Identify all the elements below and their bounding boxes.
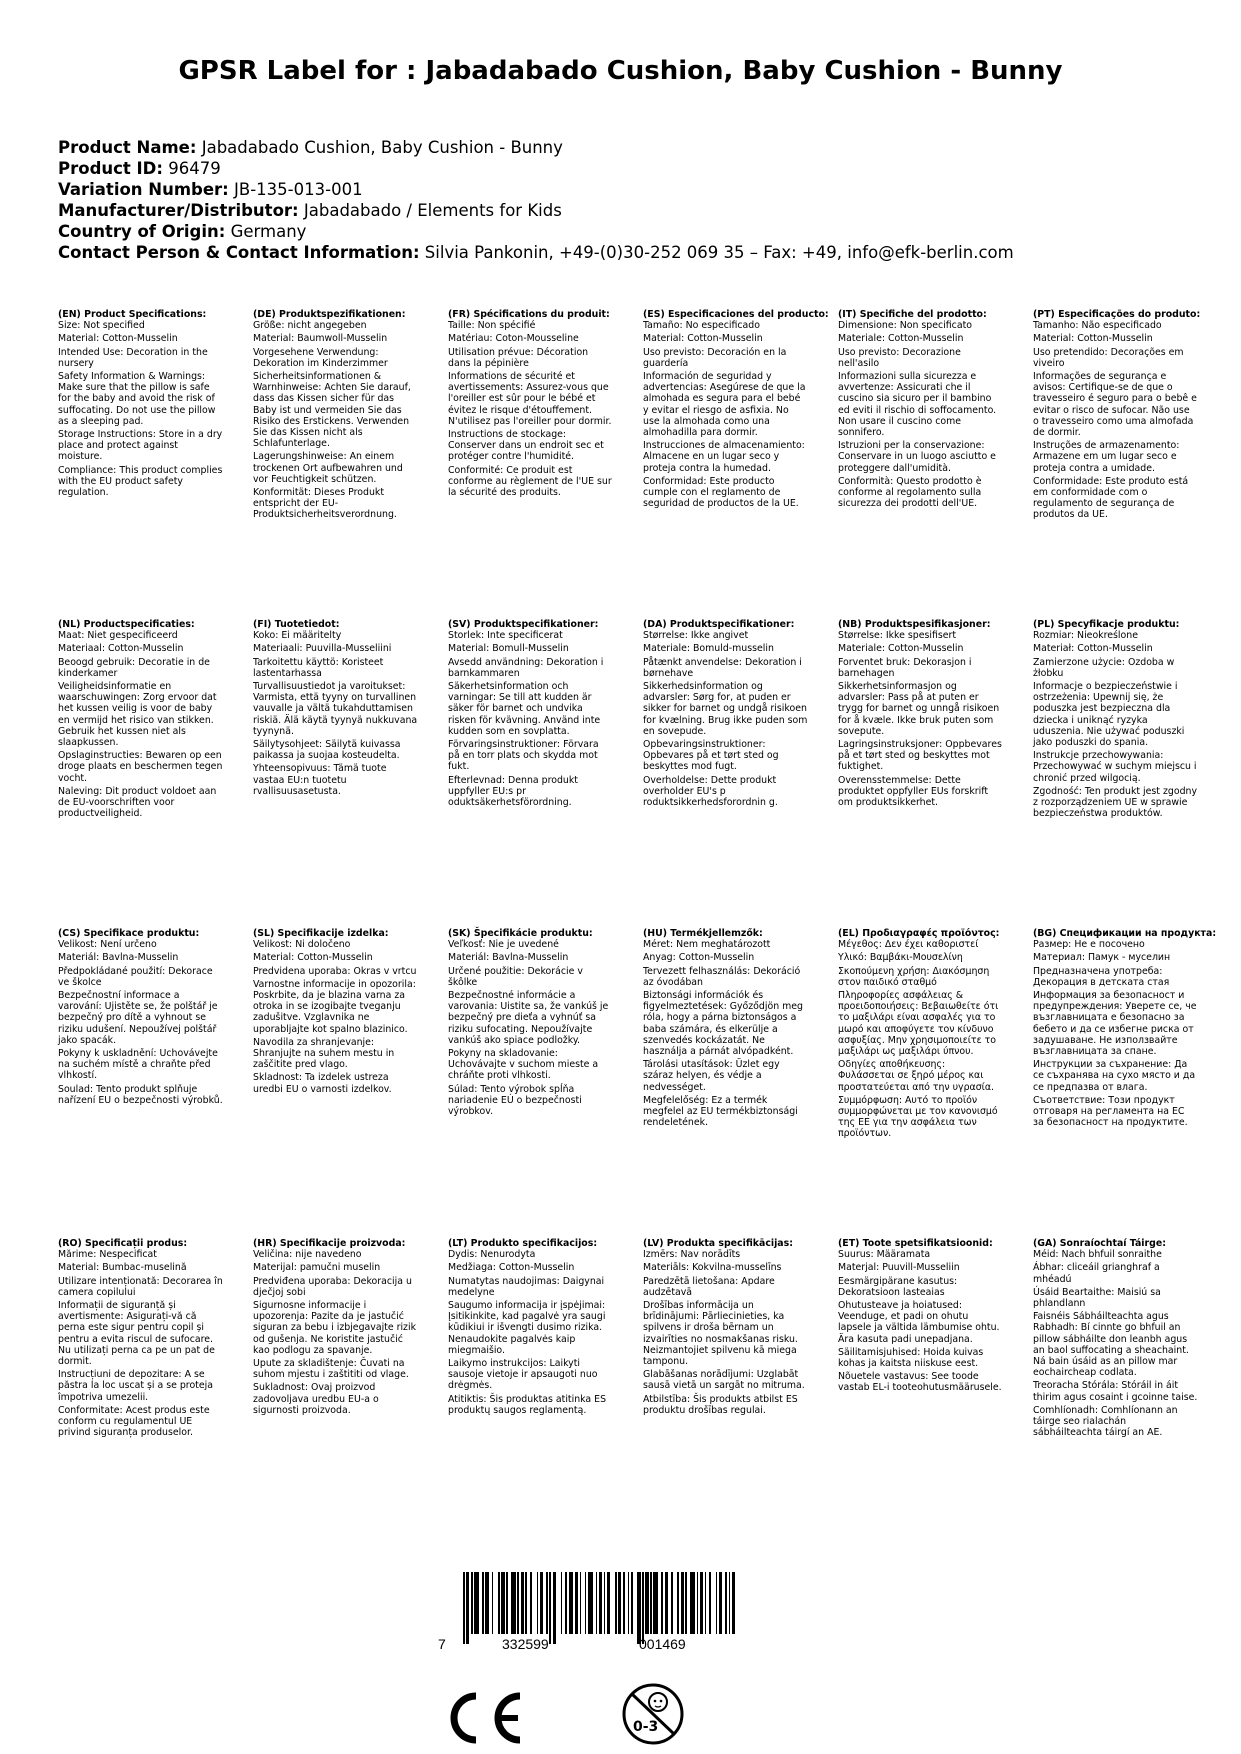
barcode-bar: [618, 1572, 621, 1634]
spec-line: Informații de siguranță și avertismente: Asigurați-vă că perna este sigur pentru copil și pentru a evita riscul de sufocare. Nu utilizați perna ca pe un pat de dormit.: [58, 1300, 215, 1368]
barcode-bar: [697, 1572, 699, 1634]
spec-block: [58, 309, 223, 500]
barcode-bar: [549, 1572, 551, 1644]
spec-block: [643, 619, 808, 810]
spec-line: Συμμόρφωση: Αυτό το προϊόν συμμορφώνεται με τον κανονισμό της ΕΕ για την ασφάλεια των προϊόντων.: [838, 1094, 998, 1140]
barcode-bar: [661, 1572, 663, 1634]
spec-line: Opslaginstructies: Bewaren op een droge plaats en beschermen tegen vocht.: [58, 750, 223, 784]
spec-line: Comhlíonadh: Comhlíonann an táirge seo rialachán sábháilteachta táirgí an AE.: [1033, 1404, 1178, 1439]
spec-line: Compliance: This product complies with the EU product safety regulation.: [58, 464, 223, 499]
barcode-bar: [580, 1572, 582, 1634]
spec-line: Materiale: Cotton-Musselin: [838, 333, 964, 345]
spec-line: Sicherheitsinformationen & Warnhinweise: Achten Sie darauf, dass das Kissen sicher für das Baby ist und vermeiden Sie das Risiko des Erstickens. Verwenden Sie das Kissen nicht als Schlafunterlage.: [253, 371, 411, 450]
barcode-bar: [517, 1572, 519, 1634]
spec-line: Atitiktis: Šis produktas atitinka ES produktų saugos reglamentą.: [448, 1393, 607, 1416]
barcode-bar: [645, 1572, 648, 1634]
barcode-bar: [565, 1572, 567, 1634]
spec-line: Safety Information & Warnings: Make sure that the pillow is safe for the baby and avoid the risk of suffocating. Do not use the pillow as a sleeping pad.: [58, 371, 216, 427]
spec-line: Veľkosť: Nie je uvedené: [448, 939, 559, 951]
spec-line: Tamaño: No especificado: [643, 320, 760, 332]
barcode-digit-prefix: 7: [438, 1636, 446, 1652]
spec-line: Zamierzone użycie: Ozdoba w żłobku: [1033, 656, 1175, 679]
spec-line: Veličina: nije navedeno: [253, 1249, 362, 1261]
barcode-bar: [521, 1572, 524, 1634]
spec-line: Säkerhetsinformation och varningar: Se till att kudden är säker för barnet och undvika risken för kvävning. Använd inte kudden som en sovplatta.: [448, 681, 601, 737]
spec-line: Úsáid Beartaithe: Maisiú sa phlandlann: [1033, 1286, 1161, 1310]
spec-line: Skladnost: Ta izdelek ustreza uredbi EU o varnosti izdelkov.: [253, 1072, 392, 1095]
barcode-bar: [690, 1572, 695, 1634]
spec-heading: (LT) Produkto specifikacijos:: [448, 1238, 598, 1249]
spec-line: Overholdelse: Dette produkt overholder EU's p roduktsikkerhedsforordnin g.: [643, 774, 778, 809]
spec-line: Μέγεθος: Δεν έχει καθοριστεί: [838, 939, 979, 951]
barcode-bar: [685, 1572, 687, 1634]
spec-line: Materjal: Puuvill-Musseliin: [838, 1262, 960, 1274]
spec-line: Información de seguridad y advertencias: Asegúrese de que la almohada es segura para el bebé y evitar el riesgo de asfixia. No use la almohada como una almohadilla para dormir.: [643, 371, 806, 439]
spec-line: Size: Not specified: [58, 320, 145, 332]
spec-heading: (ES) Especificaciones del producto:: [643, 309, 829, 320]
spec-line: Dimensione: Non specificato: [838, 320, 972, 332]
spec-line: Materiale: Cotton-Musselin: [838, 643, 964, 655]
spec-line: Atbilstība: Šis produkts atbilst ES produktu drošības regulai.: [643, 1393, 798, 1416]
barcode-bar: [546, 1572, 548, 1634]
spec-line: Bezpečnostní informace a varování: Ujistěte se, že polštář je bezpečný pro dítě a vyhnout se riziku udušení. Nepoužívej polštář jako spacák.: [58, 990, 218, 1046]
spec-line: Zgodność: Ten produkt jest zgodny z rozporządzeniem UE w sprawie bezpieczeństwa produktów.: [1033, 785, 1198, 820]
barcode-bar: [569, 1572, 574, 1634]
barcode-bar: [561, 1572, 563, 1634]
barcode-bar: [530, 1572, 532, 1634]
spec-line: Glabāšanas norādījumi: Uzglabāt sausā vietā un sargāt no mitruma.: [643, 1369, 805, 1392]
barcode-bar: [466, 1572, 469, 1644]
spec-heading: (LV) Produkta specifikācijas:: [643, 1238, 793, 1249]
spec-block: [58, 1238, 223, 1440]
spec-line: Conformitate: Acest produs este conform cu regulamentul UE privind siguranța produselor.: [58, 1404, 210, 1439]
info-key: Contact Person & Contact Information:: [58, 243, 420, 262]
spec-block: [448, 928, 613, 1119]
spec-line: Utilizare intenționată: Decorarea în camera copilului: [58, 1275, 223, 1298]
spec-heading: (HR) Specifikacije proizvoda:: [253, 1238, 406, 1249]
spec-block: [1033, 1238, 1198, 1440]
info-row: [58, 242, 1014, 263]
spec-block: [58, 619, 223, 821]
spec-line: Ábhar: cliceáil grianghraf a mhéadú: [1033, 1262, 1160, 1285]
spec-line: Koko: Ei määritelty: [253, 630, 342, 642]
barcode-bar: [471, 1572, 473, 1634]
spec-line: Påtænkt anvendelse: Dekoration i børnehave: [643, 656, 802, 679]
spec-block: [838, 619, 1003, 810]
spec-heading: (ET) Toote spetsifikatsioonid:: [838, 1238, 993, 1249]
info-value: Jabadabado Cushion, Baby Cushion - Bunny: [201, 138, 563, 157]
spec-line: Инструкции за съхранение: Да се съхранява на сухо място и да се предпазва от влага.: [1033, 1059, 1196, 1093]
spec-line: Veiligheidsinformatie en waarschuwingen: Zorg ervoor dat het kussen veilig is voor de baby en vermijd het risico van stikken. Gebruik het kussen niet als slaapkussen.: [58, 681, 217, 749]
spec-line: Velikost: Ni določeno: [253, 939, 351, 951]
spec-line: Eesmärgipärane kasutus: Dekoratsioon lasteaias: [838, 1275, 958, 1298]
spec-line: Předpokládané použití: Dekorace ve školce: [58, 965, 213, 988]
spec-line: Forventet bruk: Dekorasjon i barnehagen: [838, 656, 972, 679]
spec-block: [838, 309, 1003, 511]
spec-line: Tervezett felhasználás: Dekoráció az óvodában: [643, 965, 801, 988]
barcode-bar: [623, 1572, 625, 1634]
spec-block: [643, 1238, 808, 1418]
spec-line: Konformität: Dieses Produkt entspricht der EU-Produktsicherheitsverordnung.: [253, 487, 397, 521]
spec-line: Material: Cotton-Musselin: [253, 952, 373, 964]
spec-line: Rozmiar: Nieokreślone: [1033, 630, 1138, 642]
spec-line: Materiál: Bavlna-Musselin: [58, 952, 179, 964]
spec-line: Méid: Nach bhfuil sonraithe: [1033, 1249, 1162, 1261]
spec-line: Matériau: Coton-Mousseline: [448, 333, 579, 345]
barcode-bar: [642, 1572, 644, 1644]
barcode-bar: [729, 1572, 731, 1634]
barcode-bar: [653, 1572, 658, 1634]
spec-block: [253, 619, 418, 799]
spec-heading: (EL) Προδιαγραφές προϊόντος:: [838, 928, 1000, 939]
spec-line: Υλικό: Βαμβάκι-Μουσελίνη: [838, 952, 963, 964]
spec-line: Méret: Nem meghatározott: [643, 939, 771, 951]
spec-line: Förvaringsinstruktioner: Förvara på en torr plats och skydda mot fukt.: [448, 739, 599, 773]
barcode-bar: [615, 1572, 617, 1634]
spec-line: Størrelse: Ikke angivet: [643, 630, 749, 642]
spec-block: [253, 1238, 418, 1418]
spec-line: Größe: nicht angegeben: [253, 320, 367, 332]
spec-line: Velikost: Není určeno: [58, 939, 157, 951]
info-row: [58, 137, 1014, 158]
spec-line: Vorgesehene Verwendung: Dekoration im Kinderzimmer: [253, 346, 388, 369]
spec-heading: (NL) Productspecificaties:: [58, 619, 195, 630]
spec-line: Informations de sécurité et avertissements: Assurez-vous que l'oreiller est sûr pour le bébé et évitez le risque d'étouffement. N'utilisez pas l'oreiller pour dormir.: [448, 371, 612, 427]
spec-line: Faisnéis Sábháilteachta agus Rabhadh: Bí cinnte go bhfuil an pillow sábháilte don leanbh agus an baol suffocating a sheachaint. Ná bain úsáid as an pillow mar eochaircheap codlata.: [1033, 1311, 1189, 1379]
spec-heading: (EN) Product Specifications:: [58, 309, 207, 320]
info-key: Variation Number:: [58, 180, 229, 199]
spec-line: Upute za skladištenje: Čuvati na suhom mjestu i zaštititi od vlage.: [253, 1358, 409, 1381]
spec-line: Material: Cotton-Musselin: [1033, 333, 1153, 345]
spec-line: Materiał: Cotton-Musselin: [1033, 643, 1153, 655]
spec-block: [253, 928, 418, 1097]
barcode-bar: [492, 1572, 494, 1634]
barcode-bar: [681, 1572, 684, 1634]
barcode-bar: [511, 1572, 516, 1634]
barcode-bar: [607, 1572, 610, 1634]
spec-line: Bezpečnostné informácie a varovania: Uistite sa, že vankúš je bezpečný pre dieťa a vyhnúť sa riziku sufocating. Nepoužívajte vankúš ako spiace podložky.: [448, 990, 609, 1046]
spec-line: Turvallisuustiedot ja varoitukset: Varmista, että tyyny on turvallinen vauvalle ja vältä tukahduttamisen riskiä. Älä käytä tyynyä nukkuvana tyynynä.: [253, 681, 418, 737]
spec-line: Materiaal: Cotton-Musselin: [58, 643, 184, 655]
spec-line: Nõuetele vastavus: See toode vastab EL-i tooteohutusmäärusele.: [838, 1371, 1002, 1394]
spec-line: Tarkoitettu käyttö: Koristeet lastentarhassa: [253, 656, 384, 679]
barcode-bar: [537, 1572, 539, 1634]
spec-line: Material: Bomull-Musselin: [448, 643, 569, 655]
spec-heading: (SK) Špecifikácie produktu:: [448, 928, 593, 939]
spec-line: Predviđena uporaba: Dekoracija u dječjoj sobi: [253, 1275, 412, 1298]
spec-line: Размер: Не е посочено: [1033, 939, 1145, 951]
spec-line: Drošības informācija un brīdinājumi: Pārliecinieties, ka spilvens ir droša bērnam un izvairīties no nosmakšanas risku. Neizmantojiet spilvenu kā miega tamponu.: [643, 1300, 798, 1368]
barcode-bar: [665, 1572, 668, 1634]
barcode-bar: [631, 1572, 633, 1634]
spec-block: [58, 928, 223, 1108]
spec-line: Информация за безопасност и предупреждения: Уверете се, че възглавницата е безопасно за бебето и да се избегне риска от задушаване. Не използвайте възглавницата за спане.: [1033, 990, 1197, 1058]
spec-line: Uso previsto: Decoración en la guardería: [643, 346, 787, 369]
info-key: Product ID:: [58, 159, 163, 178]
spec-line: Overensstemmelse: Dette produktet oppfyller EUs forskrift om produktsikkerhet.: [838, 774, 989, 809]
spec-heading: (PT) Especificações do produto:: [1033, 309, 1201, 320]
spec-line: Predvidena uporaba: Okras v vrtcu: [253, 965, 417, 977]
info-row: [58, 158, 1014, 179]
spec-line: Informazioni sulla sicurezza e avvertenze: Assicurati che il cuscino sia sicuro per il bambino ed eviti il rischio di soffocamento. Non usare il cuscino come sonnifero.: [838, 371, 997, 439]
spec-line: Uso previsto: Decorazione nell'asilo: [838, 346, 961, 369]
barcode-bar: [540, 1572, 543, 1634]
spec-line: Varnostne informacije in opozorila: Poskrbite, da je blazina varna za otroka in se izogibajte tveganju zadušitve. Vzglavnika ne uporabljajte kot spalno blazinico.: [253, 978, 416, 1035]
spec-line: Informações de segurança e avisos: Certifique-se de que o travesseiro é seguro para o bebê e evitar o risco de sufocar. Não use o travesseiro como uma almofada de dormir.: [1033, 371, 1197, 439]
spec-line: Maat: Niet gespecificeerd: [58, 630, 178, 642]
spec-line: Material: Baumwoll-Musselin: [253, 333, 388, 345]
page-title: GPSR Label for : Jabadabado Cushion, Baby Cushion - Bunny: [178, 56, 1063, 86]
spec-heading: (BG) Спецификации на продукта:: [1033, 928, 1217, 939]
spec-line: Saugumo informacija ir įspėjimai: Įsitikinkite, kad pagalvė yra saugi kūdikiui ir išvengti dusimo rizika. Nenaudokite pagalvės kaip miegmaišio.: [448, 1300, 606, 1356]
spec-line: Material: Cotton-Musselin: [58, 333, 178, 345]
spec-line: Σκοπούμενη χρήση: Διακόσμηση στον παιδικό σταθμό: [838, 965, 990, 988]
spec-heading: (SL) Specifikacije izdelka:: [253, 928, 389, 939]
spec-line: Sikkerhetsinformasjon og advarsler: Pass på at puten er trygg for barnet og unngå risikoen for å kvæle. Ikke bruk puten som sovepute.: [838, 681, 1000, 737]
spec-heading: (NB) Produktspesifikasjoner:: [838, 619, 991, 630]
spec-line: Materiale: Bomuld-musselin: [643, 643, 774, 655]
spec-line: Sikkerhedsinformation og advarsler: Sørg for, at puden er sikker for barnet og undgå risikoen for kvælning. Brug ikke puden som en sovepude.: [643, 681, 808, 737]
spec-line: Pokyny na skladovanie: Uchovávajte v suchom mieste a chráňte proti vlhkosti.: [448, 1048, 599, 1082]
spec-line: Storlek: Inte specificerat: [448, 630, 563, 642]
info-key: Manufacturer/Distributor:: [58, 201, 299, 220]
spec-heading: (FR) Spécifications du produit:: [448, 309, 610, 320]
spec-line: Paredzētā lietošana: Apdare audzētavā: [643, 1275, 775, 1298]
info-value: Jabadabado / Elements for Kids: [303, 201, 562, 220]
spec-heading: (CS) Specifikace produktu:: [58, 928, 200, 939]
spec-block: [253, 309, 418, 523]
spec-block: [838, 928, 1003, 1142]
info-row: [58, 200, 1014, 221]
spec-line: Conformità: Questo prodotto è conforme al regolamento sulla sicurezza dei prodotti dell'UE.: [838, 475, 982, 510]
spec-line: Sukladnost: Ovaj proizvod zadovoljava uredbu EU-a o sigurnosti proizvoda.: [253, 1382, 379, 1416]
barcode-bar: [700, 1572, 703, 1634]
spec-line: Biztonsági információk és figyelmeztetések: Győződjön meg róla, hogy a párna biztonságos a baba számára, és elkerülje a szenvedés kockázatát. Ne használja a párnát alvópadként.: [643, 990, 803, 1058]
info-value: JB-135-013-001: [234, 180, 363, 199]
spec-line: Yhteensopivuus: Tämä tuote vastaa EU:n tuotetu rvallisuusasetusta.: [253, 763, 387, 797]
spec-line: Съответствие: Този продукт отговаря на регламента на ЕС за безопасност на продуктите.: [1033, 1094, 1188, 1129]
spec-line: Navodila za shranjevanje: Shranjujte na suhem mestu in zaščitite pred vlago.: [253, 1036, 395, 1071]
barcode-bar: [628, 1572, 630, 1634]
spec-line: Conformidad: Este producto cumple con el reglamento de seguridad de productos de la UE.: [643, 475, 799, 510]
barcode-bar: [498, 1572, 500, 1634]
barcode-bar: [485, 1572, 488, 1634]
spec-line: Uso pretendido: Decorações em viveiro: [1033, 346, 1184, 369]
spec-line: Størrelse: Ikke spesifisert: [838, 630, 957, 642]
spec-line: Pokyny k uskladnění: Uchovávejte na suchém místě a chraňte před vlhkostí.: [58, 1048, 218, 1082]
info-key: Product Name:: [58, 138, 197, 157]
spec-line: Suurus: Määramata: [838, 1249, 931, 1261]
barcode-bar: [585, 1572, 587, 1634]
barcode-bar: [725, 1572, 727, 1634]
spec-line: Efterlevnad: Denna produkt uppfyller EU:s pr oduktsäkerhetsförordning.: [448, 774, 578, 809]
info-key: Country of Origin:: [58, 222, 226, 241]
spec-line: Naleving: Dit product voldoet aan de EU-voorschriften voor productveiligheid.: [58, 785, 217, 820]
spec-line: Beoogd gebruik: Decoratie in de kinderkamer: [58, 656, 210, 679]
spec-block: [1033, 309, 1201, 523]
spec-line: Предназначена употреба: Декорация в детската стая: [1033, 965, 1170, 988]
spec-line: Utilisation prévue: Décoration dans la pépinière: [448, 346, 589, 369]
spec-line: Tamanho: Não especificado: [1033, 320, 1162, 332]
spec-line: Určené použitie: Dekorácie v škôlke: [448, 965, 583, 988]
spec-line: Laikymo instrukcijos: Laikyti sausoje vietoje ir apsaugoti nuo drėgmės.: [448, 1358, 598, 1392]
spec-line: Materijal: pamučni muselin: [253, 1262, 381, 1274]
spec-block: [448, 619, 613, 810]
spec-line: Mărime: Nespecificat: [58, 1249, 157, 1261]
spec-line: Lagringsinstruksjoner: Oppbevares på et tørt sted og beskyttes mot fuktighet.: [838, 739, 1002, 773]
spec-line: Ohutusteave ja hoiatused: Veenduge, et padi on ohutu lapsele ja vältida lämbumise ohtu. Ära kasuta padi unepadjana.: [838, 1300, 1000, 1345]
barcode-bar: [463, 1572, 465, 1644]
spec-line: Medžiaga: Cotton-Musselin: [448, 1262, 575, 1274]
spec-line: Instrucciones de almacenamiento: Almacene en un lugar seco y proteja contra la humedad.: [643, 440, 805, 474]
info-row: [58, 179, 1014, 200]
spec-heading: (PL) Specyfikacje produktu:: [1033, 619, 1180, 630]
barcode-bar: [599, 1572, 602, 1634]
barcode-bar: [474, 1572, 479, 1634]
spec-line: Opbevaringsinstruktioner: Opbevares på et tørt sted og beskyttes mod fugt.: [643, 739, 779, 773]
barcode-bar: [575, 1572, 578, 1634]
info-value: Germany: [230, 222, 307, 241]
barcode-bar: [553, 1572, 556, 1644]
age-warning-0-3-icon: [620, 1676, 686, 1748]
spec-line: Πληροφορίες ασφάλειας & προειδοποιήσεις: Βεβαιωθείτε ότι το μαξιλάρι είναι ασφαλές για το μωρό και αποφύγετε τον κίνδυνο ασφυξίας. Μην χρησιμοποιείτε το μαξιλάρι ως μαξιλάρι ύπνου.: [838, 990, 999, 1058]
spec-line: Treoracha Stórála: Stóráil in áit thirim agus cosaint i gcoinne taise.: [1033, 1380, 1198, 1403]
spec-line: Megfelelőség: Ez a termék megfelel az EU termékbiztonsági rendeletének.: [643, 1094, 798, 1129]
spec-line: Informacje o bezpieczeństwie i ostrzeżenia: Upewnij się, że poduszka jest bezpieczna dla dziecka i uniknąć ryzyka uduszenia. Nie używać poduszki jako poduszki do spania.: [1033, 681, 1185, 749]
spec-block: [838, 1238, 1003, 1396]
spec-line: Lagerungshinweise: An einem trockenen Ort aufbewahren und vor Feuchtigkeit schützen.: [253, 451, 403, 485]
ce-mark-icon: [446, 1690, 528, 1746]
barcode-bar: [604, 1572, 606, 1634]
spec-line: Numatytas naudojimas: Daigynai medelyne: [448, 1275, 605, 1298]
barcode-bar: [716, 1572, 718, 1634]
barcode-bar: [637, 1572, 640, 1644]
spec-line: Intended Use: Decoration in the nursery: [58, 346, 208, 369]
spec-line: Avsedd användning: Dekoration i barnkammaren: [448, 656, 604, 679]
barcode-bars: [463, 1572, 735, 1634]
spec-line: Материал: Памук - муселин: [1033, 952, 1171, 964]
spec-line: Material: Cotton-Musselin: [643, 333, 763, 345]
barcode-bar: [705, 1572, 707, 1634]
product-info: [58, 137, 1014, 263]
spec-line: Οδηγίες αποθήκευσης: Φυλάσσεται σε ξηρό μέρος και προστατεύεται από την υγρασία.: [838, 1059, 994, 1093]
barcode-bar: [596, 1572, 598, 1634]
spec-heading: (HU) Termékjellemzők:: [643, 928, 763, 939]
spec-heading: (SV) Produktspecifikationer:: [448, 619, 599, 630]
spec-line: Instrukcje przechowywania: Przechowywać w suchym miejscu i chronić przed wilgocią.: [1033, 750, 1197, 784]
barcode-bar: [671, 1572, 673, 1634]
barcode-digits-right: 001469: [639, 1636, 686, 1652]
barcode-bar: [501, 1572, 504, 1634]
spec-line: Istruzioni per la conservazione: Conservare in un luogo asciutto e proteggere dall'umidità.: [838, 440, 996, 474]
spec-line: Tárolási utasítások: Üzlet egy száraz helyen, és védje a nedvességet.: [643, 1059, 780, 1093]
spec-heading: (IT) Specifiche del prodotto:: [838, 309, 987, 320]
spec-line: Instruções de armazenamento: Armazene em um lugar seco e proteja contra a umidade.: [1033, 440, 1180, 474]
barcode-bar: [588, 1572, 593, 1634]
spec-block: [448, 309, 613, 500]
spec-block: [1033, 619, 1198, 821]
spec-line: Anyag: Cotton-Musselin: [643, 952, 755, 964]
spec-block: [1033, 928, 1217, 1130]
spec-line: Súlad: Tento výrobok spĺňa nariadenie EÚ o bezpečnosti výrobkov.: [448, 1083, 582, 1118]
spec-heading: (GA) Sonraíochtaí Táirge:: [1033, 1238, 1166, 1249]
info-row: [58, 221, 1014, 242]
age-warning-label: 0-3: [633, 1719, 659, 1735]
spec-line: Materiál: Bavlna-Musselin: [448, 952, 569, 964]
barcode-bar: [482, 1572, 484, 1634]
spec-line: Dydis: Nenurodyta: [448, 1249, 536, 1261]
spec-line: Sigurnosne informacije i upozorenja: Pazite da je jastučić siguran za bebu i izbjegavajte rizik od gušenja. Ne koristite jastučić kao podlogu za spavanje.: [253, 1300, 417, 1356]
spec-line: Materiaali: Puuvilla-Musseliini: [253, 643, 392, 655]
spec-line: Instrucțiuni de depozitare: A se păstra la loc uscat și a se proteja împotriva umezelii.: [58, 1369, 213, 1403]
spec-line: Material: Bumbac-muselină: [58, 1262, 187, 1274]
info-value: 96479: [168, 159, 221, 178]
info-value: Silvia Pankonin, +49-(0)30-252 069 35 – Fax: +49, info@efk-berlin.com: [424, 243, 1014, 262]
spec-heading: (FI) Tuotetiedot:: [253, 619, 340, 630]
spec-block: [643, 928, 808, 1130]
barcode-digits-left: 332599: [502, 1636, 549, 1652]
barcode-bar: [650, 1572, 652, 1634]
spec-heading: (DE) Produktspezifikationen:: [253, 309, 406, 320]
spec-heading: (RO) Specificații produs:: [58, 1238, 188, 1249]
spec-line: Materiāls: Kokvilna-musselīns: [643, 1262, 782, 1274]
spec-line: Säilitamisjuhised: Hoida kuivas kohas ja kaitsta niiskuse eest.: [838, 1346, 984, 1370]
spec-line: Soulad: Tento produkt splňuje nařízení EU o bezpečnosti výrobků.: [58, 1083, 223, 1106]
spec-block: [448, 1238, 613, 1418]
spec-line: Instructions de stockage: Conserver dans un endroit sec et protéger contre l'humidité.: [448, 429, 604, 463]
barcode-bar: [732, 1572, 735, 1634]
spec-line: Taille: Non spécifié: [448, 320, 536, 332]
barcode-bar: [709, 1572, 711, 1634]
spec-line: Storage Instructions: Store in a dry place and protect against moisture.: [58, 429, 223, 463]
spec-line: Conformité: Ce produit est conforme au règlement de l'UE sur la sécurité des produits.: [448, 464, 612, 499]
spec-heading: (DA) Produktspecifikationer:: [643, 619, 795, 630]
barcode-bar: [506, 1572, 508, 1634]
spec-line: Izmērs: Nav norādīts: [643, 1249, 741, 1261]
spec-block: [643, 309, 829, 511]
barcode-bar: [719, 1572, 722, 1634]
barcode-bar: [525, 1572, 527, 1634]
barcode-bar: [677, 1572, 679, 1634]
spec-line: Conformidade: Este produto está em conformidade com o regulamento de segurança de produtos da UE.: [1033, 475, 1189, 521]
spec-line: Säilytysohjeet: Säilytä kuivassa paikassa ja suojaa kosteudelta.: [253, 739, 401, 762]
